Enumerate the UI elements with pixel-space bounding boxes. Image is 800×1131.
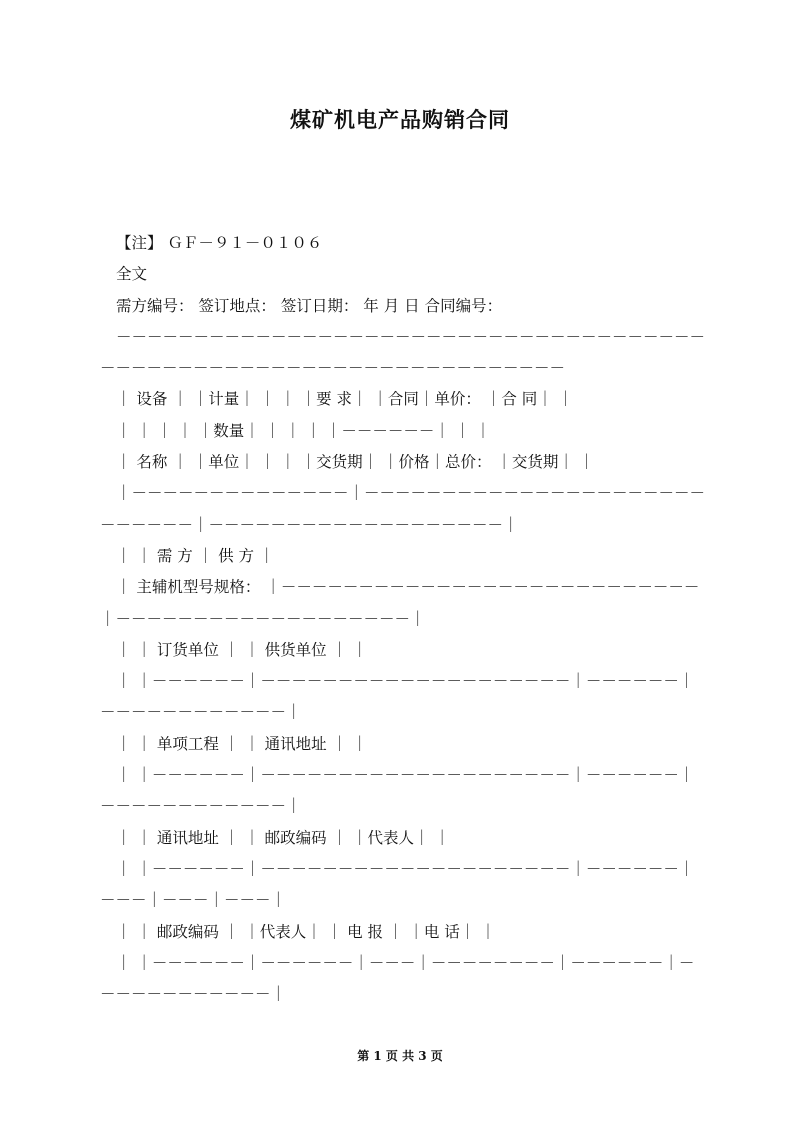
- table-row: ｜ 设备 ｜ ｜计量｜ ｜ ｜ ｜要 求｜ ｜合同｜单价： ｜合 同｜ ｜: [116, 390, 574, 409]
- document-title: 煤矿机电产品购销合同: [290, 108, 510, 132]
- table-border-line: ｜－－－－－－－－－－－－－－｜－－－－－－－－－－－－－－－－－－－－－－－－－－－－｜－－－－－－－－－－－－－－－－－－－｜: [100, 484, 706, 534]
- table-row: ｜ 主辅机型号规格： ｜－－－－－－－－－－－－－－－－－－－－－－－－－－－｜－－－－－－－－－－－－－－－－－－－｜: [100, 578, 700, 628]
- contract-header-fields: 需方编号： 签订地点： 签订日期： 年 月 日 合同编号：: [116, 296, 503, 315]
- contract-body: [100, 228, 705, 1010]
- fulltext-label: 全文: [116, 265, 148, 284]
- note-line: 【注】 ＧＦ－９１－０１０６: [116, 234, 323, 252]
- table-row: ｜ ｜ 需 方 ｜ 供 方 ｜: [116, 546, 275, 565]
- table-row: ｜ ｜ 订货单位 ｜ ｜ 供货单位 ｜ ｜: [116, 640, 368, 659]
- table-row: ｜ 名称 ｜ ｜单位｜ ｜ ｜ ｜交货期｜ ｜价格｜总价： ｜交货期｜ ｜: [116, 453, 595, 472]
- table-row: ｜ ｜ 邮政编码 ｜ ｜代表人｜ ｜ 电 报 ｜ ｜电 话｜ ｜: [116, 922, 496, 941]
- table-border-line: ｜ ｜－－－－－－｜－－－－－－－－－－－－－－－－－－－－｜－－－－－－｜－－－－－－－－－－－－｜: [100, 672, 695, 722]
- table-border-line: ｜ ｜－－－－－－｜－－－－－－－－－－－－－－－－－－－－｜－－－－－－｜－－－｜－－－｜－－－｜: [100, 859, 695, 910]
- table-row: ｜ ｜ 单项工程 ｜ ｜ 通讯地址 ｜ ｜: [116, 734, 368, 753]
- table-border-line: ｜ ｜－－－－－－｜－－－－－－｜－－－｜－－－－－－－－｜－－－－－－｜－－－－－－－－－－－－｜: [100, 953, 695, 1004]
- table-row: ｜ ｜ 通讯地址 ｜ ｜ 邮政编码 ｜ ｜代表人｜ ｜: [116, 828, 450, 847]
- table-border-line: －－－－－－－－－－－－－－－－－－－－－－－－－－－－－－－－－－－－－－－－－－－－－－－－－－－－－－－－－－－－－－－－－－－－: [100, 327, 706, 378]
- table-border-line: ｜ ｜－－－－－－｜－－－－－－－－－－－－－－－－－－－－｜－－－－－－｜－－－－－－－－－－－－｜: [100, 766, 695, 816]
- page-footer: 第 1 页 共 3 页: [357, 1049, 443, 1063]
- table-row: ｜ ｜ ｜ ｜ ｜数量｜ ｜ ｜ ｜ ｜－－－－－－｜ ｜ ｜: [116, 421, 491, 440]
